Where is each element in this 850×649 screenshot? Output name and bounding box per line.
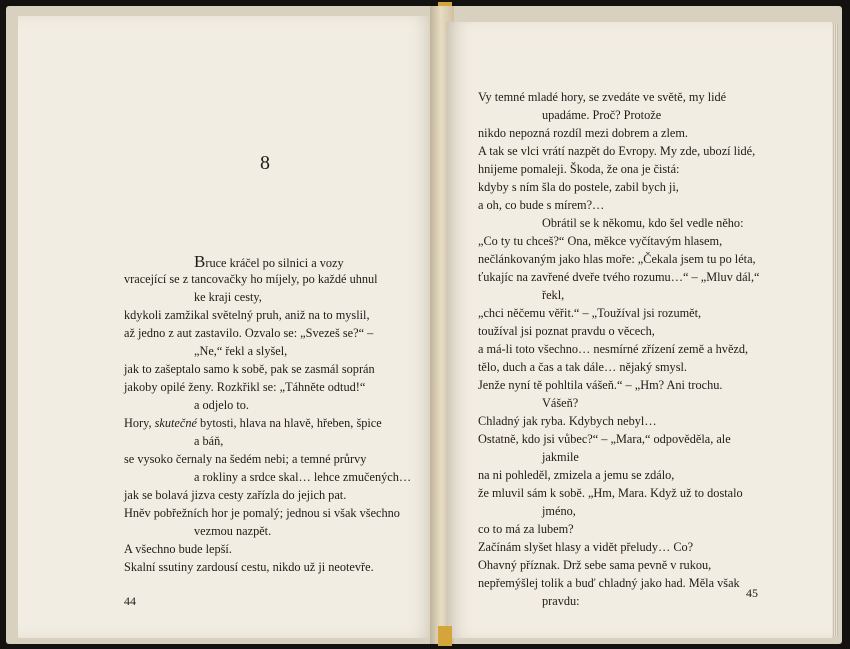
text-line: Ohavný příznak. Drž sebe sama pevně v rukou, [478,558,712,572]
text-line: „Co ty tu chceš?“ Ona, měkce vyčítavým hlasem, [478,234,723,248]
text-line: upadáme. Proč? Protože [542,108,662,122]
emphasis-text: skutečné [154,416,197,430]
text-line: že mluvil sám k sobě. „Hm, Mara. Když už to dostalo [478,486,743,500]
text-line: jak se bolavá jizva cesty zařízla do jejich pat. [124,488,347,502]
page-number-left: 44 [124,594,136,608]
text-line: a má-li toto všechno… nesmírné zřízení země a hvězd, [478,342,749,356]
page-number-right: 45 [746,586,758,600]
text-line: na ni pohleděl, zmizela a jemu se zdálo, [478,468,675,482]
text-line: až jedno z aut zastavilo. Ozvalo se: „Svezeš se?“ – [124,326,374,340]
text-line: jakoby opilé ženy. Rozkřikl se: „Táhněte odtud!“ [124,380,366,394]
drop-cap: B [194,252,206,271]
text-line: nečlánkovaným jako hlas moře: „Čekala jsem tu po léta, [478,252,756,266]
text-line: se vysoko černaly na šedém nebi; a temné průrvy [124,452,367,466]
page-edges [832,24,838,636]
text-line: nepřemýšlej tolik a buď chladný jako had. Měla však [478,576,740,590]
left-page [18,16,438,638]
text-line: Vy temné mladé hory, se zvedáte ve světě, my lidé [478,90,727,104]
text-line: kdyby s ním šla do postele, zabil bych ji, [478,180,679,194]
bookmark-ribbon-bottom [438,626,452,646]
text-line: co to má za lubem? [478,522,574,536]
text-line: a báň, [194,434,224,448]
text-line: toužíval jsi poznat pravdu o věcech, [478,324,655,338]
text-line: a odjelo to. [194,398,249,412]
text-line: a oh, co bude s mírem?… [478,198,605,212]
text-line: vracející se z tancovačky ho míjely, po každé uhnul [124,272,378,286]
text-line: „Ne,“ řekl a slyšel, [194,344,288,358]
text-line: řekl, [542,288,565,302]
right-page [446,22,832,638]
text-line: nikdo nepozná rozdíl mezi dobrem a zlem. [478,126,688,140]
text-line: jakmile [542,450,579,464]
text-line: Vášeň? [542,396,579,410]
text-line: Hněv pobřežních hor je pomalý; jednou si však všechno [124,506,400,520]
text-line: ke kraji cesty, [194,290,262,304]
text-line: pravdu: [542,594,580,608]
text-line: Skalní ssutiny zardousí cestu, nikdo už ji neotevře. [124,560,374,574]
chapter-number: 8 [260,152,270,174]
text-line: „chci něčemu věřit.“ – „Toužíval jsi rozumět, [478,306,702,320]
text-line: hnijeme pomaleji. Škoda, že ona je čistá: [478,162,680,176]
open-book [6,6,842,644]
text-line: jméno, [542,504,576,518]
text-line: jak to zašeptalo samo k sobě, pak se zasmál soprán [124,362,375,376]
text-line: Hory, skutečné bytosti, hlava na hlavě, hřeben, špice [124,416,382,430]
text-line: Jenže nyní tě pohltila vášeň.“ – „Hm? Ani trochu. [478,378,723,392]
text-line: tělo, duch a čas a tak dále… nějaký smysl. [478,360,687,374]
text-line: Ostatně, kdo jsi vůbec?“ – „Mara,“ odpověděla, ale [478,432,731,446]
text-line: Začínám slyšet hlasy a vidět přeludy… Co? [478,540,694,554]
text-line: A všechno bude lepší. [124,542,232,556]
text-line: ťukajíc na zavřené dveře tvého rozumu…“ – „Mluv dál,“ [478,270,760,284]
text-line: Obrátil se k někomu, kdo šel vedle něho: [542,216,744,230]
text-line: kdykoli zamžikal světelný pruh, aniž na to myslil, [124,308,370,322]
text-line: vezmou nazpět. [194,524,272,538]
text-line: Bruce kráčel po silnici a vozy [194,252,344,271]
text-line: Chladný jak ryba. Kdybych nebyl… [478,414,657,428]
text-line: A tak se vlci vrátí nazpět do Evropy. My zde, ubozí lidé, [478,144,756,158]
text-line: a rokliny a srdce skal… lehce zmučených… [194,470,412,484]
